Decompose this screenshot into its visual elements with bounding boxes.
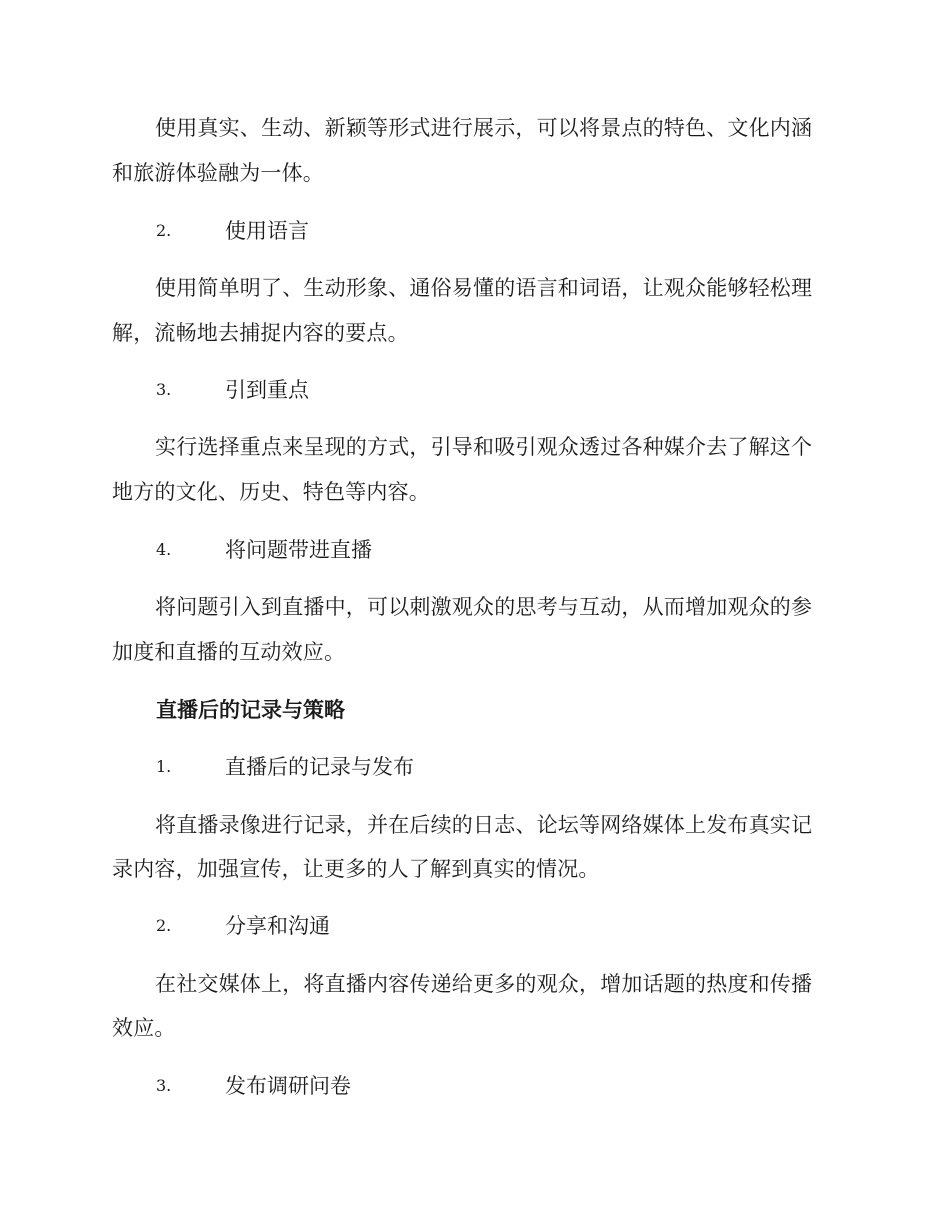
list-number: 4. <box>156 540 172 559</box>
paragraph-line: 实行选择重点来呈现的方式，引导和吸引观众透过各种媒介去了解这个 <box>155 435 813 459</box>
list-item-title: 分享和沟通 <box>225 914 330 938</box>
paragraph-line: 加度和直播的互动效应。 <box>112 640 346 664</box>
paragraph-line: 在社交媒体上，将直播内容传递给更多的观众，增加话题的热度和传播 <box>155 972 813 996</box>
list-item-title: 将问题带进直播 <box>225 538 372 562</box>
list-item-title: 发布调研问卷 <box>225 1074 351 1098</box>
paragraph-line: 将直播录像进行记录，并在后续的日志、论坛等网络媒体上发布真实记 <box>155 813 813 837</box>
list-number: 2. <box>156 221 172 240</box>
paragraph-line: 将问题引入到直播中，可以刺激观众的思考与互动，从而增加观众的参 <box>155 595 813 619</box>
list-item-title: 使用语言 <box>225 219 309 243</box>
list-number: 1. <box>156 757 172 776</box>
section-heading: 直播后的记录与策略 <box>156 698 345 722</box>
paragraph-line: 效应。 <box>112 1016 176 1040</box>
list-item-title: 直播后的记录与发布 <box>225 755 414 779</box>
list-number: 3. <box>156 1076 172 1095</box>
list-number: 3. <box>156 380 172 399</box>
paragraph-line: 地方的文化、历史、特色等内容。 <box>112 480 430 504</box>
list-item-title: 引到重点 <box>225 378 309 402</box>
paragraph-line: 和旅游体验融为一体。 <box>112 161 324 185</box>
paragraph-line: 解，流畅地去捕捉内容的要点。 <box>112 321 409 345</box>
paragraph-line: 使用真实、生动、新颖等形式进行展示，可以将景点的特色、文化内涵 <box>155 116 813 140</box>
paragraph-line: 录内容，加强宣传，让更多的人了解到真实的情况。 <box>112 857 600 881</box>
list-number: 2. <box>156 916 172 935</box>
paragraph-line: 使用简单明了、生动形象、通俗易懂的语言和词语，让观众能够轻松理 <box>155 276 813 300</box>
